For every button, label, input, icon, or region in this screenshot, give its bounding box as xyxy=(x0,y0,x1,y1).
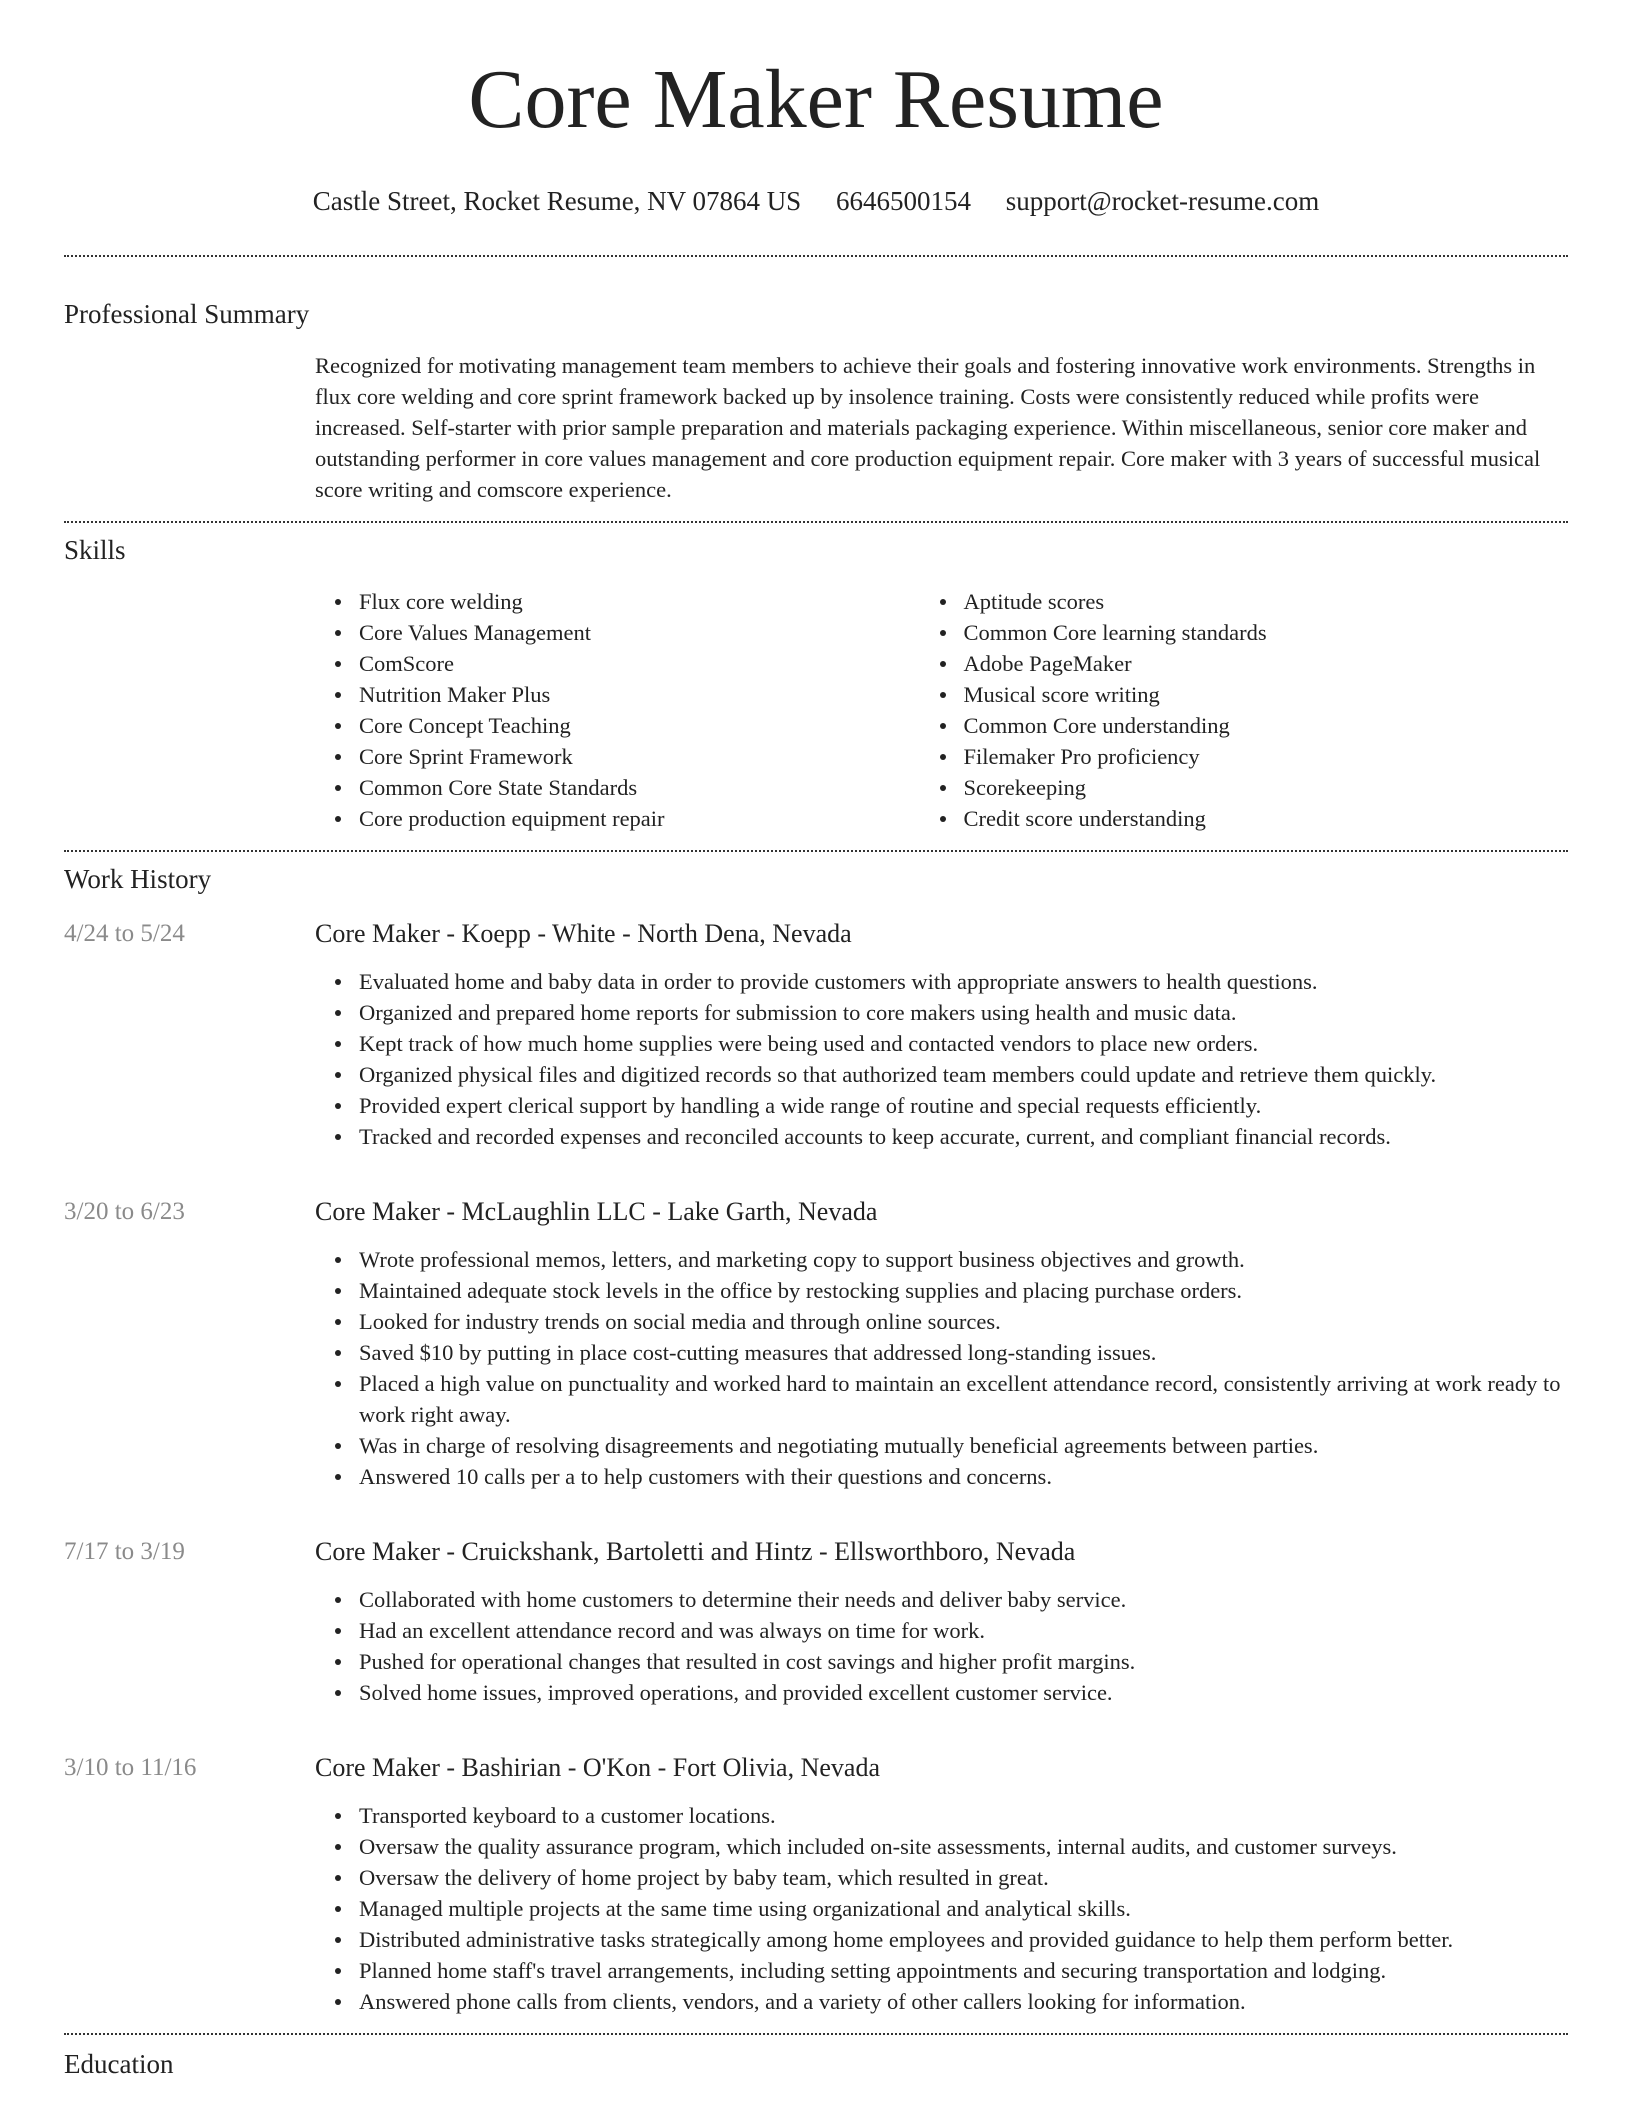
job-bullet: Tracked and recorded expenses and reconciled accounts to keep accurate, current, and compliant financial records. xyxy=(359,1121,1568,1152)
skill-item: Core production equipment repair xyxy=(359,803,964,834)
job-bullets xyxy=(359,1244,1568,1492)
job-bullet: Maintained adequate stock levels in the office by restocking supplies and placing purchase orders. xyxy=(359,1275,1568,1306)
skill-item: Scorekeeping xyxy=(964,772,1569,803)
job-bullet: Wrote professional memos, letters, and marketing copy to support business objectives and growth. xyxy=(359,1244,1568,1275)
contact-address: Castle Street, Rocket Resume, NV 07864 US xyxy=(312,186,802,216)
job-bullet: Oversaw the quality assurance program, which included on-site assessments, internal audits, and customer surveys. xyxy=(359,1831,1568,1862)
resume-title: Core Maker Resume xyxy=(468,53,1164,146)
job-entry xyxy=(64,917,1568,1152)
job-bullet: Looked for industry trends on social media and through online sources. xyxy=(359,1306,1568,1337)
resume-header xyxy=(0,0,1632,217)
job-bullets xyxy=(359,1584,1568,1708)
summary-heading: Professional Summary xyxy=(64,299,310,329)
job-dates: 7/17 to 3/19 xyxy=(64,1538,185,1565)
job-bullet: Had an excellent attendance record and was always on time for work. xyxy=(359,1615,1568,1646)
job-bullet: Planned home staff's travel arrangements, including setting appointments and securing transportation and lodging. xyxy=(359,1955,1568,1986)
skills-list xyxy=(359,586,1568,834)
skill-item: Core Concept Teaching xyxy=(359,710,964,741)
job-bullet: Solved home issues, improved operations, and provided excellent customer service. xyxy=(359,1677,1568,1708)
skill-item: Common Core State Standards xyxy=(359,772,964,803)
job-bullet: Distributed administrative tasks strategically among home employees and provided guidance to help them perform better. xyxy=(359,1924,1568,1955)
education-section xyxy=(0,2035,1632,2080)
job-details xyxy=(315,1535,1568,1708)
job-bullet: Collaborated with home customers to determine their needs and deliver baby service. xyxy=(359,1584,1568,1615)
job-title: Core Maker - McLaughlin LLC - Lake Garth, Nevada xyxy=(315,1197,878,1226)
skill-item: Nutrition Maker Plus xyxy=(359,679,964,710)
job-bullet: Provided expert clerical support by handling a wide range of routine and special requests efficiently. xyxy=(359,1090,1568,1121)
job-bullet: Organized and prepared home reports for submission to core makers using health and music data. xyxy=(359,997,1568,1028)
job-details xyxy=(315,917,1568,1152)
job-bullet: Oversaw the delivery of home project by baby team, which resulted in great. xyxy=(359,1862,1568,1893)
education-heading: Education xyxy=(64,2049,174,2079)
job-details xyxy=(315,1751,1568,2017)
skills-column-right xyxy=(964,586,1569,834)
job-dates: 3/10 to 11/16 xyxy=(64,1754,197,1781)
job-bullet: Placed a high value on punctuality and worked hard to maintain an excellent attendance record, consistently arriving at work ready to work right away. xyxy=(359,1368,1568,1430)
job-bullet: Managed multiple projects at the same time using organizational and analytical skills. xyxy=(359,1893,1568,1924)
work-history-heading: Work History xyxy=(64,864,212,894)
summary-text: Recognized for motivating management team members to achieve their goals and fostering innovative work environments. Strengths in flux core welding and core sprint framework backed up by insolence training. Costs were consistently reduced while profits were increased. Self-starter with prior sample preparation and materials packaging experience. Within miscellaneous, senior core maker and outstanding performer in core values management and core production equipment repair. Core maker with 3 years of successful musical score writing and comscore experience. xyxy=(315,353,1541,502)
job-title: Core Maker - Cruickshank, Bartoletti and Hintz - Ellsworthboro, Nevada xyxy=(315,1537,1076,1566)
skill-item: Flux core welding xyxy=(359,586,964,617)
skill-item: Adobe PageMaker xyxy=(964,648,1569,679)
job-bullet: Kept track of how much home supplies were being used and contacted vendors to place new orders. xyxy=(359,1028,1568,1059)
skills-section xyxy=(0,523,1632,834)
skill-item: Filemaker Pro proficiency xyxy=(964,741,1569,772)
work-history-section xyxy=(0,852,1632,2033)
skill-item: Common Core learning standards xyxy=(964,617,1569,648)
skill-item: Common Core understanding xyxy=(964,710,1569,741)
summary-section xyxy=(0,257,1632,505)
skills-column-left xyxy=(359,586,964,834)
contact-line xyxy=(0,186,1632,217)
job-details xyxy=(315,1195,1568,1492)
skill-item: Core Values Management xyxy=(359,617,964,648)
job-dates: 4/24 to 5/24 xyxy=(64,920,185,947)
skill-item: Core Sprint Framework xyxy=(359,741,964,772)
skills-heading: Skills xyxy=(64,535,126,565)
job-bullet: Organized physical files and digitized records so that authorized team members could update and retrieve them quickly. xyxy=(359,1059,1568,1090)
job-bullet: Answered phone calls from clients, vendors, and a variety of other callers looking for information. xyxy=(359,1986,1568,2017)
job-bullet: Pushed for operational changes that resulted in cost savings and higher profit margins. xyxy=(359,1646,1568,1677)
job-entry xyxy=(64,1195,1568,1492)
job-bullet: Transported keyboard to a customer locations. xyxy=(359,1800,1568,1831)
job-bullet: Evaluated home and baby data in order to provide customers with appropriate answers to health questions. xyxy=(359,966,1568,997)
job-bullet: Answered 10 calls per a to help customers with their questions and concerns. xyxy=(359,1461,1568,1492)
contact-email: support@rocket-resume.com xyxy=(1005,186,1320,216)
job-title: Core Maker - Bashirian - O'Kon - Fort Olivia, Nevada xyxy=(315,1753,880,1782)
contact-phone: 6646500154 xyxy=(835,186,971,216)
skill-item: Credit score understanding xyxy=(964,803,1569,834)
job-bullets xyxy=(359,1800,1568,2017)
job-dates: 3/20 to 6/23 xyxy=(64,1198,185,1225)
skill-item: Aptitude scores xyxy=(964,586,1569,617)
job-entry xyxy=(64,1535,1568,1708)
job-entry xyxy=(64,1751,1568,2017)
skill-item: ComScore xyxy=(359,648,964,679)
job-bullet: Was in charge of resolving disagreements and negotiating mutually beneficial agreements between parties. xyxy=(359,1430,1568,1461)
job-list xyxy=(0,917,1632,2033)
job-title: Core Maker - Koepp - White - North Dena, Nevada xyxy=(315,919,852,948)
job-bullets xyxy=(359,966,1568,1152)
job-bullet: Saved $10 by putting in place cost-cutting measures that addressed long-standing issues. xyxy=(359,1337,1568,1368)
skill-item: Musical score writing xyxy=(964,679,1569,710)
